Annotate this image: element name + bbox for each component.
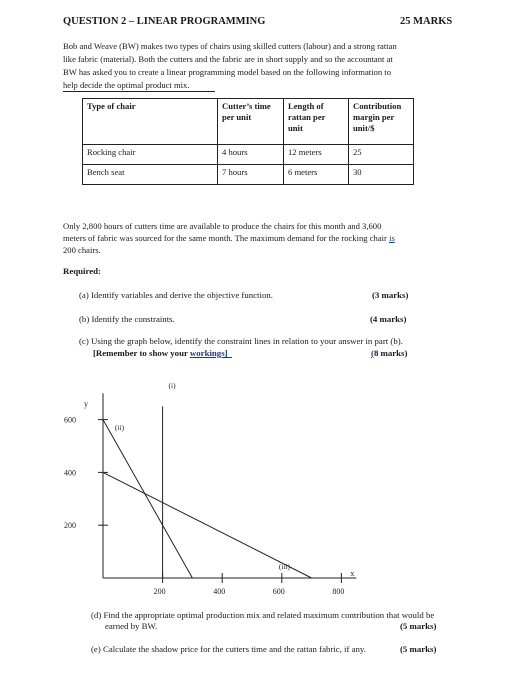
table-cell: Rocking chair	[83, 145, 218, 165]
question-e-marks: (5 marks)	[400, 644, 437, 654]
x-tick-label: 600	[272, 587, 285, 596]
x-tick-label: 200	[153, 587, 166, 596]
intro-line-4: help decide the optimal product mix.	[63, 80, 190, 90]
question-a: (a) Identify variables and derive the objective function.	[79, 290, 273, 300]
x-tick-label: 400	[213, 587, 226, 596]
question-c-marks: (8 marks)	[371, 348, 408, 358]
constraint-line	[103, 420, 192, 578]
table-header-cutter: Cutter’s time per unit	[218, 99, 284, 145]
y-tick-label: 200	[64, 521, 76, 531]
constraint-label: (i)	[168, 380, 176, 390]
lp-graph	[0, 372, 523, 604]
graph-constraint-lines	[103, 406, 312, 578]
constraints-line-2: meters of fabric was sourced for the same month. The maximum demand for the rocking chair is	[63, 233, 395, 243]
intro-underline	[63, 91, 215, 92]
table-header-rattan: Length of rattan per unit	[284, 99, 349, 145]
intro-line-2: like fabric (material). Both the cutters and the fabric are in short supply and so the accountant at	[63, 54, 393, 64]
table-cell: 30	[349, 165, 414, 185]
y-tick-label: 600	[64, 415, 76, 425]
table-header-type: Type of chair	[83, 99, 218, 145]
table-row	[83, 145, 414, 165]
required-label: Required:	[63, 266, 101, 276]
table-cell: 4 hours	[218, 145, 284, 165]
y-tick-label: 400	[64, 468, 76, 478]
question-d-line-1: (d) Find the appropriate optimal production mix and related maximum contribution that would be	[91, 610, 435, 620]
chair-data-table	[82, 98, 414, 185]
graph-labels	[64, 381, 354, 596]
constraints-line-3: 200 chairs.	[63, 245, 101, 255]
table-header-row	[83, 99, 414, 145]
question-c: (c) Using the graph below, identify the constraint lines in relation to your answer in part (b).	[79, 336, 403, 346]
constraints-line-1: Only 2,800 hours of cutters time are available to produce the chairs for this month and 3,600	[63, 221, 382, 231]
question-title: QUESTION 2 – LINEAR PROGRAMMING	[63, 16, 266, 27]
question-marks: 25 MARKS	[400, 16, 453, 27]
graph-axes	[98, 393, 356, 583]
table-row	[83, 165, 414, 185]
x-axis-label: x	[350, 569, 355, 578]
x-tick-label: 800	[332, 587, 345, 596]
table-cell: 25	[349, 145, 414, 165]
question-d-marks: (5 marks)	[400, 621, 437, 631]
constraint-label: (iii)	[278, 561, 291, 571]
table-header-contribution: Contribution margin per unit/$	[349, 99, 414, 145]
question-b: (b) Identify the constraints.	[79, 314, 175, 324]
question-b-marks: (4 marks)	[370, 314, 407, 324]
intro-line-3: BW has asked you to create a linear programming model based on the following information to	[63, 67, 391, 77]
question-a-marks: (3 marks)	[372, 290, 409, 300]
table-cell: Bench seat	[83, 165, 218, 185]
table-cell: 6 meters	[284, 165, 349, 185]
intro-line-1: Bob and Weave (BW) makes two types of chairs using skilled cutters (labour) and a strong rattan	[63, 41, 397, 51]
question-e: (e) Calculate the shadow price for the cutters time and the rattan fabric, if any.	[91, 644, 366, 654]
table-cell: 12 meters	[284, 145, 349, 165]
question-c-note: [Remember to show your workings]	[93, 348, 228, 358]
question-d-line-2: earned by BW.	[105, 621, 158, 631]
constraint-label: (ii)	[114, 423, 125, 433]
table-cell: 7 hours	[218, 165, 284, 185]
y-axis-label: y	[84, 399, 88, 409]
